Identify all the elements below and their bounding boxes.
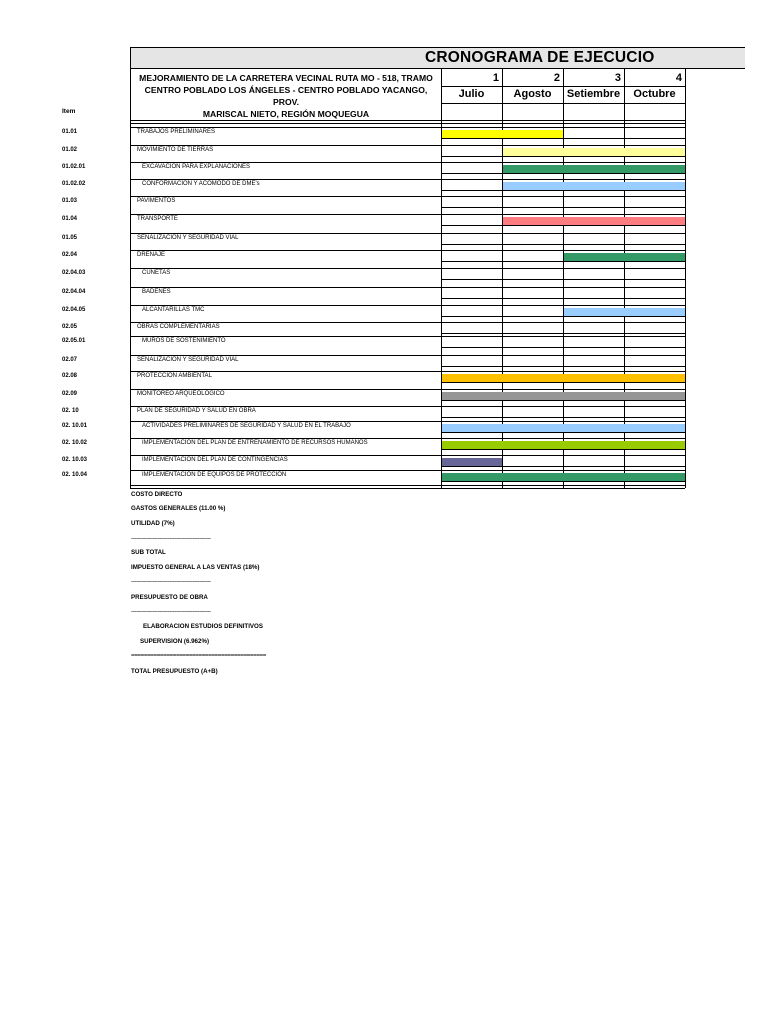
gantt-bar: [503, 165, 685, 173]
grid-line: [441, 432, 685, 433]
summary-label: COSTO DIRECTO: [131, 491, 183, 498]
grid-line: [441, 400, 685, 401]
item-code: 02.04.05: [62, 307, 86, 313]
period-number: 2: [553, 72, 560, 84]
item-description: MOVIMIENTO DE TIERRAS: [137, 147, 214, 153]
item-code: 02.04: [62, 252, 78, 258]
item-description: BADENES: [142, 289, 171, 295]
item-code: 02. 10.04: [62, 472, 88, 478]
grid-line: [441, 298, 685, 299]
gantt-bar: [442, 130, 563, 138]
grid-line: [441, 138, 685, 139]
item-code: 02.07: [62, 357, 78, 363]
item-code: 01.05: [62, 235, 78, 241]
grid-line: [441, 173, 685, 174]
grid-line: [441, 466, 685, 467]
item-column-header: Item: [62, 108, 76, 115]
separator-line: ==========================================: [131, 652, 266, 659]
item-description: MUROS DE SOSTENIMIENTO: [142, 338, 226, 344]
summary-label: IMPUESTO GENERAL A LAS VENTAS (18%): [131, 564, 260, 571]
gantt-bar: [564, 308, 685, 316]
period-number: 3: [614, 72, 621, 84]
grid-line: [441, 103, 685, 104]
period-number: 1: [492, 72, 499, 84]
period-month: Agosto: [513, 88, 552, 100]
grid-line: [130, 305, 685, 306]
period-month: Octubre: [633, 88, 676, 100]
grid-line: [130, 389, 685, 390]
project-line: CENTRO POBLADO LOS ÁNGELES - CENTRO POBLADO YACANGO, PROV.: [144, 85, 428, 107]
grid-line: [130, 438, 685, 439]
grid-line: [130, 322, 685, 323]
grid-line: [130, 485, 685, 486]
gantt-bar: [503, 182, 685, 190]
grid-line: [441, 244, 685, 245]
grid-line: [130, 127, 685, 128]
gantt-bar: [442, 424, 685, 432]
grid-line: [441, 382, 685, 383]
grid-line: [130, 196, 685, 197]
gantt-bar: [442, 441, 685, 449]
grid-line: [130, 287, 685, 288]
grid-line: [441, 481, 685, 482]
separator-line: ------------------------------------------------: [131, 578, 211, 585]
period-month: Setiembre: [566, 88, 621, 100]
grid-line: [441, 449, 685, 450]
item-code: 02.09: [62, 391, 78, 397]
grid-line: [130, 268, 685, 269]
item-description: IMPLEMENTACION DEL PLAN DE CONTINGENCIAS: [142, 457, 288, 463]
item-code: 02.04.03: [62, 270, 86, 276]
grid-line: [130, 145, 685, 146]
grid-line: [130, 336, 685, 337]
grid-line: [130, 371, 685, 372]
item-code: 02. 10.02: [62, 440, 88, 446]
item-description: EXCAVACION PARA EXPLANACIONES: [142, 164, 251, 170]
item-description: CONFORMACION Y ACOMODO DE DME's: [142, 181, 260, 187]
grid-line: [130, 455, 685, 456]
gantt-bar: [442, 473, 685, 481]
gantt-bar: [503, 148, 685, 156]
project-line: MEJORAMIENTO DE LA CARRETERA VECINAL RUTA MO - 518, TRAMO: [139, 73, 433, 83]
item-description: PAVIMENTOS: [137, 198, 176, 204]
item-description: CUNETAS: [142, 270, 171, 276]
item-description: TRANSPORTE: [137, 216, 178, 222]
grid-line: [441, 316, 685, 317]
summary-label: SUB TOTAL: [131, 549, 166, 556]
grid-line: [130, 406, 685, 407]
grid-line: [441, 333, 685, 334]
summary-label: GASTOS GENERALES (11.00 %): [131, 505, 226, 512]
item-code: 01.02.02: [62, 181, 86, 187]
item-description: SEÑALIZACION Y SEGURIDAD VIAL: [137, 235, 239, 241]
grid-line: [130, 233, 685, 234]
grid-line: [130, 120, 685, 121]
item-description: OBRAS COMPLEMENTARIAS: [137, 324, 220, 330]
grid-line: [441, 261, 685, 262]
separator-line: ------------------------------------------------: [131, 608, 211, 615]
grid-line: [441, 86, 685, 87]
separator-line: ------------------------------------------------: [131, 535, 211, 542]
grid-line: [130, 123, 685, 124]
grid-line: [441, 279, 685, 280]
period-number: 4: [675, 72, 682, 84]
item-code: 01.04: [62, 216, 78, 222]
grid-line: [441, 225, 685, 226]
item-code: 01.03: [62, 198, 78, 204]
item-description: DRENAJE: [137, 252, 166, 258]
item-code: 01.01: [62, 129, 78, 135]
summary-label: SUPERVISION (6.962%): [140, 638, 210, 645]
summary-label: UTILIDAD (7%): [131, 520, 175, 527]
summary-label: TOTAL PRESUPUESTO (A+B): [131, 668, 218, 675]
grid-line: [441, 190, 685, 191]
project-description: [132, 72, 440, 120]
grid-line: [130, 488, 685, 489]
gantt-bar: [564, 253, 685, 261]
grid-line: [130, 250, 685, 251]
grid-line: [441, 207, 685, 208]
grid-line: [441, 156, 685, 157]
item-code: 02.04.04: [62, 289, 86, 295]
period-month: Julio: [458, 88, 485, 100]
item-description: ACTIVIDADES PRELIMINARES DE SEGURIDAD Y SALUD EN EL TRABAJO: [142, 423, 351, 429]
item-description: MONITOREO ARQUEOLOGICO: [137, 391, 225, 397]
summary-label: ELABORACION ESTUDIOS DEFINITIVOS: [143, 623, 263, 630]
item-code: 02. 10.01: [62, 423, 88, 429]
grid-line: [130, 179, 685, 180]
grid-line: [441, 366, 685, 367]
item-code: 01.02.01: [62, 164, 86, 170]
item-description: TRABAJOS PRELIMINARES: [137, 129, 216, 135]
gantt-bar: [503, 217, 685, 225]
item-code: 02.05.01: [62, 338, 86, 344]
gantt-bar: [442, 458, 502, 466]
grid-line: [130, 421, 685, 422]
project-line: MARISCAL NIETO, REGIÓN MOQUEGUA: [202, 109, 370, 119]
item-code: 01.02: [62, 147, 78, 153]
item-description: IMPLEMENTACION DE EQUIPOS DE PROTECCION: [142, 472, 287, 478]
grid-line: [441, 417, 685, 418]
grid-line: [685, 69, 686, 488]
grid-line: [130, 470, 685, 471]
item-description: ALCANTARILLAS TMC: [142, 307, 205, 313]
gantt-bar: [442, 392, 685, 400]
item-code: 02. 10.03: [62, 457, 88, 463]
grid-line: [130, 214, 685, 215]
summary-label: PRESUPUESTO DE OBRA: [131, 594, 208, 601]
grid-line: [130, 162, 685, 163]
item-description: IMPLEMENTACION DEL PLAN DE ENTRENAMIENTO DE RECURSOS HUMANOS: [142, 440, 368, 446]
grid-line: [441, 347, 685, 348]
gantt-bar: [442, 374, 685, 382]
item-description: SEÑALIZACION Y SEGURIDAD VIAL: [137, 357, 239, 363]
grid-line: [130, 355, 685, 356]
page-title: CRONOGRAMA DE EJECUCIO: [425, 49, 655, 66]
item-code: 02.08: [62, 373, 78, 379]
item-code: 02. 10: [62, 408, 79, 414]
item-code: 02.05: [62, 324, 78, 330]
item-description: PROTECCION AMBIENTAL: [137, 373, 212, 379]
item-description: PLAN DE SEGURIDAD Y SALUD EN OBRA: [137, 408, 256, 414]
